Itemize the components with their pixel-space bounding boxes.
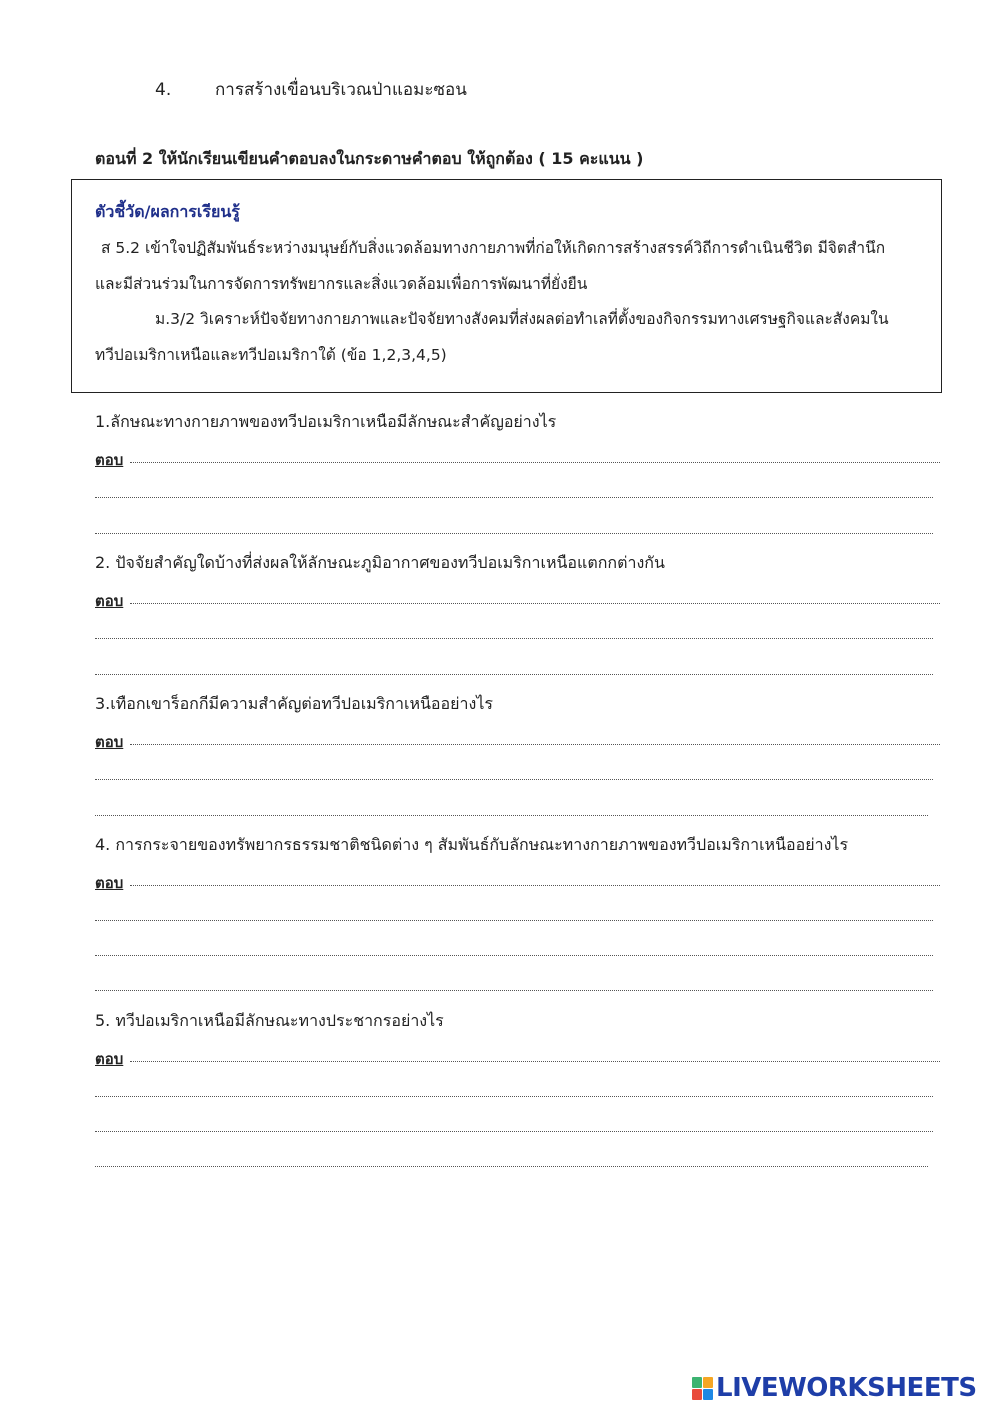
question-2: 2. ปัจจัยสำคัญใดบ้างที่ส่งผลให้ลักษณะภูมิอากาศของทวีปอเมริกาเหนือแตกกต่างกัน (95, 553, 665, 572)
logo-square-icon (703, 1377, 713, 1388)
answer-line[interactable] (95, 920, 933, 921)
logo-square-icon (692, 1377, 702, 1388)
answer-line[interactable] (130, 744, 940, 745)
answer-line[interactable] (95, 533, 933, 534)
answer-line[interactable] (95, 497, 933, 498)
answer-line[interactable] (130, 885, 940, 886)
indicator-line-3: ม.3/2 วิเคราะห์ปัจจัยทางกายภาพและปัจจัยทางสังคมที่ส่งผลต่อทำเลที่ตั้งของกิจกรรมทางเศรษฐกิจและสังคมใน (155, 310, 889, 328)
indicator-line-2: และมีส่วนร่วมในการจัดการทรัพยากรและสิ่งแวดล้อมเพื่อการพัฒนาที่ยั่งยืน (95, 275, 588, 293)
liveworksheets-logo (692, 1373, 977, 1403)
indicator-title: ตัวชี้วัด/ผลการเรียนรู้ (95, 202, 240, 221)
answer-line[interactable] (95, 674, 933, 675)
answer-label-3: ตอบ (95, 733, 124, 751)
indicator-line-4: ทวีปอเมริกาเหนือและทวีปอเมริกาใต้ (ข้อ 1,2,3,4,5) (95, 346, 447, 364)
section-title: ตอนที่ 2 ให้นักเรียนเขียนคำตอบลงในกระดาษคำตอบ ให้ถูกต้อง ( 15 คะแนน ) (95, 149, 644, 168)
question-5: 5. ทวีปอเมริกาเหนือมีลักษณะทางประชากรอย่างไร (95, 1011, 444, 1030)
logo-text: LIVEWORKSHEETS (716, 1373, 977, 1403)
answer-line[interactable] (95, 1096, 933, 1097)
answer-line[interactable] (95, 990, 933, 991)
answer-label-5: ตอบ (95, 1050, 124, 1068)
previous-item-number: 4. (155, 80, 172, 100)
answer-line[interactable] (95, 815, 928, 816)
logo-square-icon (692, 1389, 702, 1400)
answer-line[interactable] (130, 1061, 940, 1062)
answer-line[interactable] (95, 1166, 928, 1167)
question-4: 4. การกระจายของทรัพยากรธรรมชาติชนิดต่าง ๆ สัมพันธ์กับลักษณะทางกายภาพของทวีปอเมริกาเหนืออย่างไร (95, 835, 849, 854)
previous-item-text: การสร้างเขื่อนบริเวณป่าแอมะซอน (215, 80, 467, 100)
answer-line[interactable] (130, 462, 940, 463)
answer-line[interactable] (95, 955, 933, 956)
answer-line[interactable] (95, 1131, 933, 1132)
indicator-line-1: ส 5.2 เข้าใจปฏิสัมพันธ์ระหว่างมนุษย์กับสิ่งแวดล้อมทางกายภาพที่ก่อให้เกิดการสร้างสรรค์วิถีการดำเนินชีวิต มีจิตสำนึก (101, 239, 886, 257)
logo-mark-icon (692, 1377, 713, 1400)
answer-label-1: ตอบ (95, 451, 124, 469)
logo-square-icon (703, 1389, 713, 1400)
answer-line[interactable] (130, 603, 940, 604)
answer-line[interactable] (95, 638, 933, 639)
answer-label-4: ตอบ (95, 874, 124, 892)
previous-item (155, 76, 467, 103)
answer-line[interactable] (95, 779, 933, 780)
question-1: 1.ลักษณะทางกายภาพของทวีปอเมริกาเหนือมีลักษณะสำคัญอย่างไร (95, 412, 557, 431)
answer-label-2: ตอบ (95, 592, 124, 610)
question-3: 3.เทือกเขาร็อกกีมีความสำคัญต่อทวีปอเมริกาเหนืออย่างไร (95, 694, 493, 713)
